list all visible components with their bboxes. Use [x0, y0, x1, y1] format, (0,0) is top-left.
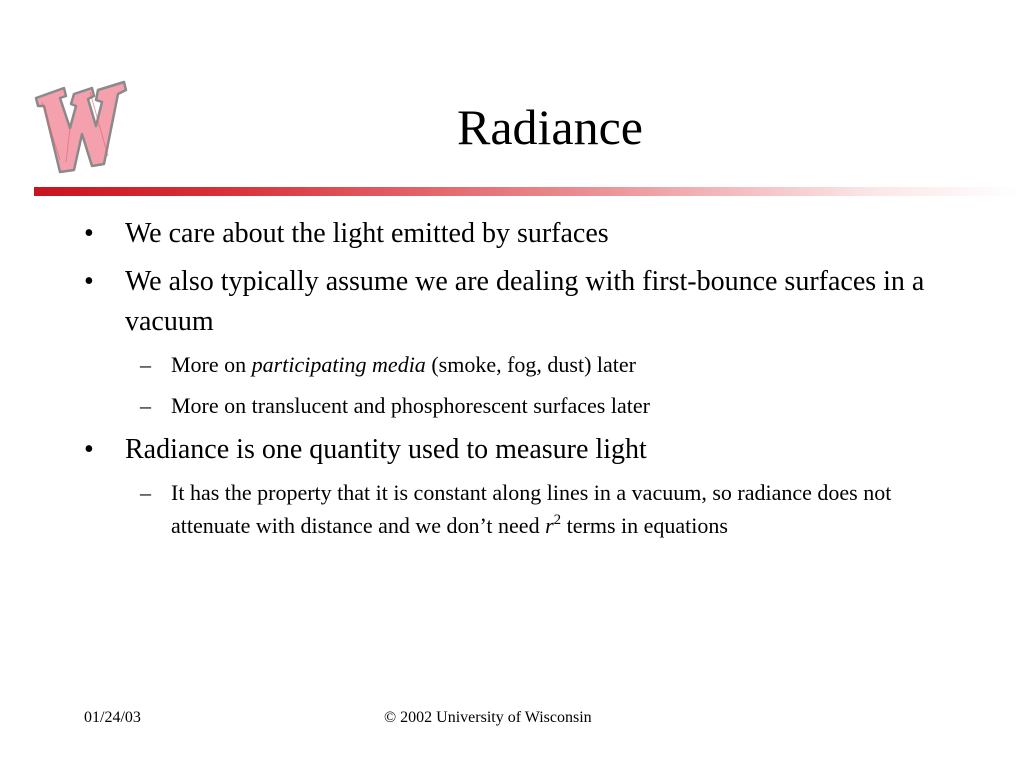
title-divider	[34, 187, 1024, 196]
bullet-text: We care about the light emitted by surfaces	[125, 218, 609, 249]
w-logo-icon	[30, 76, 130, 176]
bullet-item	[84, 214, 964, 254]
bullet-text: We also typically assume we are dealing with first-bounce surfaces in a vacuum	[125, 266, 925, 337]
variable-r: r	[545, 513, 554, 538]
bullet-item	[84, 262, 964, 342]
exponent: 2	[553, 512, 562, 528]
sub-bullet-text: More on translucent and phosphorescent surfaces later	[171, 393, 650, 418]
dash-icon: –	[140, 480, 151, 505]
bullet-icon: •	[84, 434, 94, 465]
bullet-icon: •	[84, 218, 94, 249]
footer-date: 01/24/03	[84, 709, 141, 726]
bullet-text: Radiance is one quantity used to measure light	[125, 434, 647, 465]
bullet-item	[84, 430, 964, 470]
sub-bullet-text: More on participating media (smoke, fog, dust) later	[171, 352, 636, 377]
slide-content	[84, 214, 964, 550]
bullet-icon: •	[84, 266, 94, 297]
dash-icon: –	[140, 352, 151, 377]
sub-bullet-text: It has the property that it is constant along lines in a vacuum, so radiance does not attenuate with distance and we don’t need $r^2$ terms in equations	[171, 480, 892, 538]
sub-bullet-item	[84, 476, 964, 542]
emphasis-term: participating media	[251, 352, 426, 377]
dash-icon: –	[140, 393, 151, 418]
slide-title: Radiance	[456, 99, 643, 155]
footer-copyright: © 2002 University of Wisconsin	[384, 709, 592, 726]
sub-bullet-item	[84, 389, 964, 422]
sub-bullet-item	[84, 348, 964, 381]
